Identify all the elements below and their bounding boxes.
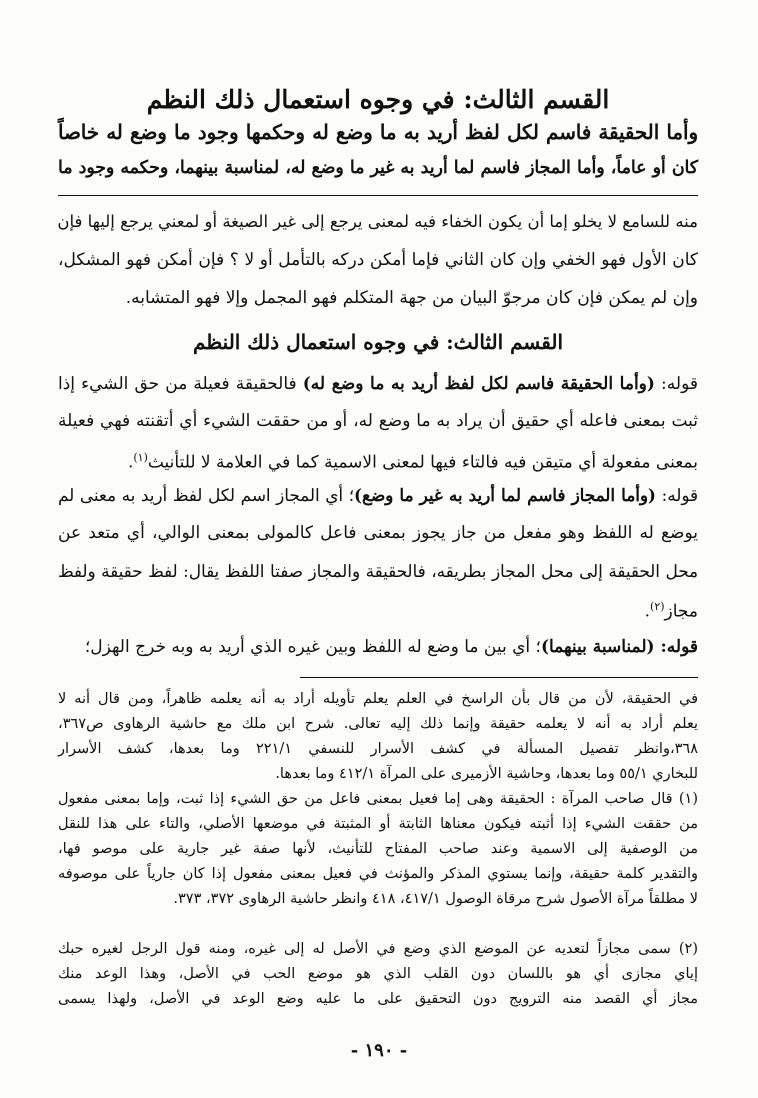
line-text: فالحقيقة فعيلة من حق الشيء إذا (58, 374, 303, 394)
qawluhu-label: قوله: (654, 637, 698, 657)
footnote-line: والتقدير كلمة حقيقة، وإنما يستوي المذكر والمؤنث في فعيل بمعنى مفعول إذا كان جارياً على موصوفه (58, 866, 698, 882)
footnote-line: في الحقيقة، لأن من قال بأن الراسخ في العلم يعلم تأويله أراد به أنه يعلمه ظاهراً، ومن قال أنه لا (58, 691, 698, 707)
footnote-line: (٢) سمى مجازاً لتعديه عن الموضع الذي وضع في الأصل له إلى غيره، ومنه قول الرجل لغيره حبك (58, 941, 698, 957)
commentary-line: وإن لم يمكن فإن كان مرجوّ البيان من جهة المتكلم فهو المجمل وإلا فهو المتشابه. (125, 288, 698, 308)
matn-line: كان أو عاماً، وأما المجاز فاسم لما أريد به غير ما وضع له، لمناسبة بينهما، وحكمه وجود ما (58, 158, 698, 178)
paragraph-line: محل الحقيقة إلى محل المجاز بطريقه، فالحقيقة والمجاز صفتا اللفظ يقال: لفظ حقيقة ولفظ (58, 561, 698, 581)
footnote-ref: (٢) (650, 600, 665, 613)
footnote-separator-rule (300, 677, 698, 678)
footnote-line: ٣٦٨،وانظر تفصيل المسألة في كشف الأسرار للنسفي ٢٢١/١ وما بعدها، كشف الأسرار (58, 741, 698, 757)
page-number: - ١٩٠ - (350, 1040, 408, 1061)
paragraph-line (58, 478, 698, 512)
matn-separator-rule (58, 195, 698, 196)
matn-quote: (وأما الحقيقة فاسم لكل لفظ أريد به ما وضع له) (302, 374, 655, 394)
qawluhu-label: قوله: (655, 485, 698, 505)
paragraph-line: ثبت بمعنى فاعله أي حقيق أن يراد به ما وضع له، أو من حققت الشيء أي أتقنته فهي فعيلة (58, 411, 698, 431)
footnote-line: للبخاري ٥٥/١ وما بعدها، وحاشية الأزميرى على المرآة ٤١٢/١ وما بعدها. (275, 766, 698, 782)
footnote-line: من حققت الشيء إذا أثبته فيكون معناها الثابتة أو المثبتة في موضعها الأصلي، والتاء على هذا للنقل (58, 816, 698, 832)
footnote-line: لا مطلقاً مرآة الأصول شرح مرقاة الوصول ٤١٧/١، ٤١٨ وانظر حاشية الرهاوى ٣٧٢، ٣٧٣. (173, 891, 698, 907)
paragraph-line: يوضع له اللفظ وهو مفعل من جاز يجوز بمعنى فاعل كالمولى بمعنى الوالي، أي متعد عن (58, 523, 698, 543)
section-heading: القسم الثالث: في وجوه استعمال ذلك النظم (192, 330, 564, 354)
commentary-line: كان الأول فهو الخفي وإن كان الثاني فإما أمكن دركه بالتأمل أو لا ؟ فإن أمكن فهو المشكل، (58, 250, 698, 270)
line-text: مجاز (664, 601, 698, 622)
footnote-ref: (١) (133, 451, 148, 464)
commentary-line: منه للسامع لا يخلو إما أن يكون الخفاء فيه لمعنى يرجع إلى غير الصيغة أو لمعني يرجع إليها فإن (57, 212, 698, 231)
paragraph-line: بمعنى مفعولة أي متيقن فيه فالتاء فيها لمعنى الاسمية كما في العلامة لا للتأنيث$^{(١)}$. (127, 451, 698, 473)
matn-quote: (وأما المجاز فاسم لما أريد به غير ما وضع) (354, 485, 656, 505)
line-text: ؛ أي المجاز اسم لكل لفظ أريد به معنى لم (58, 485, 355, 505)
paragraph-line: مجاز$^{(٢)}$. (644, 600, 698, 622)
qawluhu-label: قوله: (654, 374, 698, 394)
footnote-line: مجاز أي القصد منه الترويج دون التحقيق على ما عليه وضع الوعد في الأصل، ولهذا يسمى (58, 991, 698, 1007)
footnote-line: يعلم أراد به أنه لا يعلمه حقيقة وإنما ذلك إليه تعالى. شرح ابن ملك مع حاشية الرهاوى ص٣٦٧، (58, 716, 698, 732)
footnote-line: من الوصفية إلى الاسمية وعند صاحب المفتاح للتأنيث، لأنها صفة غير جارية على موصو فها، (58, 841, 698, 857)
matn-quote: (لمناسبة بينهما) (540, 637, 655, 657)
line-text: بمعنى مفعولة أي متيقن فيه فالتاء فيها لمعنى الاسمية كما في العلامة لا للتأنيث (147, 452, 698, 473)
footnote-line: (١) قال صاحب المرآة : الحقيقة وهى إما فعيل بمعنى فاعل من حق الشيء إذا ثبت، وإما بمعنى مفعول (58, 791, 698, 807)
matn-line: وأما الحقيقة فاسم لكل لفظ أريد به ما وضع له وحكمها وجود ما وضع له خاصاً (58, 120, 698, 144)
main-heading: القسم الثالث: في وجوه استعمال ذلك النظم (146, 85, 610, 114)
paragraph-line (58, 630, 698, 664)
paragraph-line (58, 367, 698, 401)
line-text: ؛ أي بين ما وضع له اللفظ وبين غيره الذي أريد به وبه خرج الهزل؛ (84, 637, 541, 657)
footnote-line: إياي مجازى أي هو باللسان دون القلب الذي هو موضع الحب في الأصل، وهذا الوعد منك (58, 966, 698, 982)
